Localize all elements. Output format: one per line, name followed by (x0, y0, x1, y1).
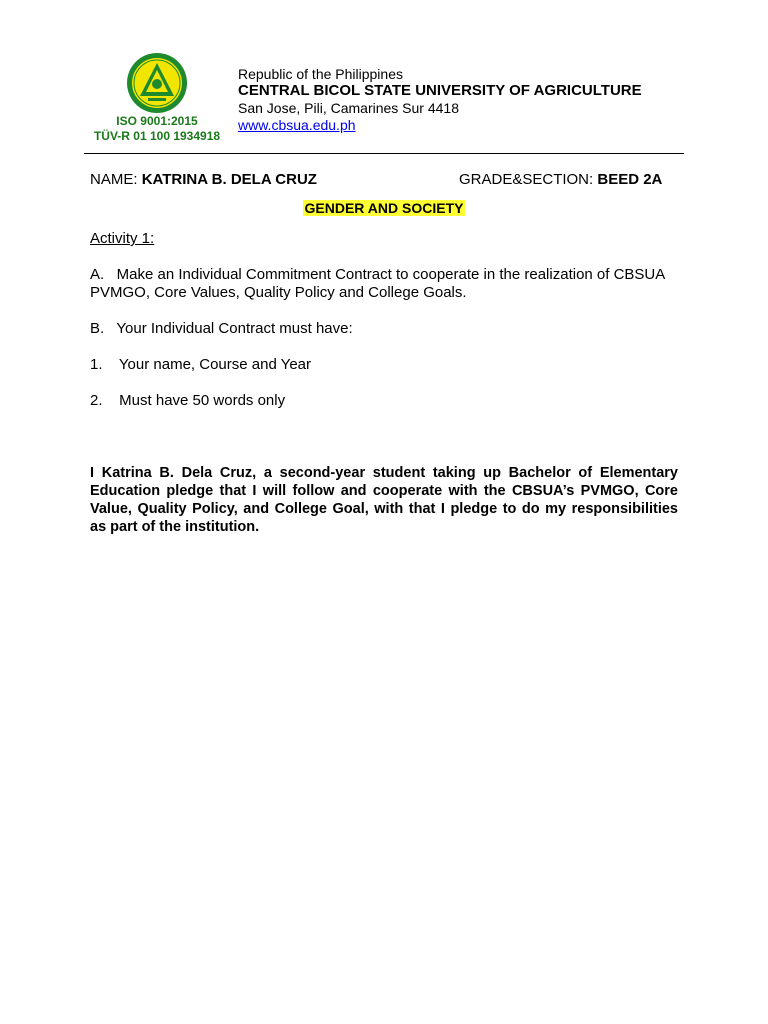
grade-section-label: GRADE&SECTION: (459, 171, 598, 188)
commitment-pledge: I Katrina B. Dela Cruz, a second-year student taking up Bachelor of Elementary Education pledge that I will follow and cooperate with the CBSUA’s PVMGO, Core Value, Quality Policy, and College Goal, with that I pledge to do my responsibilities as part of the institution. (90, 465, 678, 535)
subject-title: GENDER AND SOCIETY (304, 200, 464, 216)
university-address: San Jose, Pili, Camarines Sur 4418 (238, 100, 459, 116)
iso-certification: ISO 9001:2015 (116, 114, 198, 128)
instruction-a: A. Make an Individual Commitment Contract to cooperate in the realization of CBSUA PVMGO, Core Values, Quality Policy and College Goals. (90, 266, 669, 301)
requirement-2: 2. Must have 50 words only (90, 392, 286, 409)
university-name: CENTRAL BICOL STATE UNIVERSITY OF AGRICULTURE (238, 82, 642, 99)
instruction-b: B. Your Individual Contract must have: (90, 320, 353, 337)
university-seal-logo (126, 52, 188, 114)
name-value: KATRINA B. DELA CRUZ (141, 171, 317, 188)
republic-line: Republic of the Philippines (238, 66, 403, 82)
requirement-1: 1. Your name, Course and Year (90, 356, 311, 373)
tuv-certification-number: TÜV-R 01 100 1934918 (93, 129, 221, 143)
grade-section-value: BEED 2A (597, 171, 663, 188)
student-name-row (90, 171, 317, 189)
name-label: NAME: (90, 171, 142, 188)
header-divider (84, 153, 684, 154)
website-link[interactable]: www.cbsua.edu.ph (238, 117, 356, 133)
subject-title-row (0, 200, 768, 218)
grade-section-row (459, 171, 662, 189)
activity-title: Activity 1: (90, 230, 155, 247)
